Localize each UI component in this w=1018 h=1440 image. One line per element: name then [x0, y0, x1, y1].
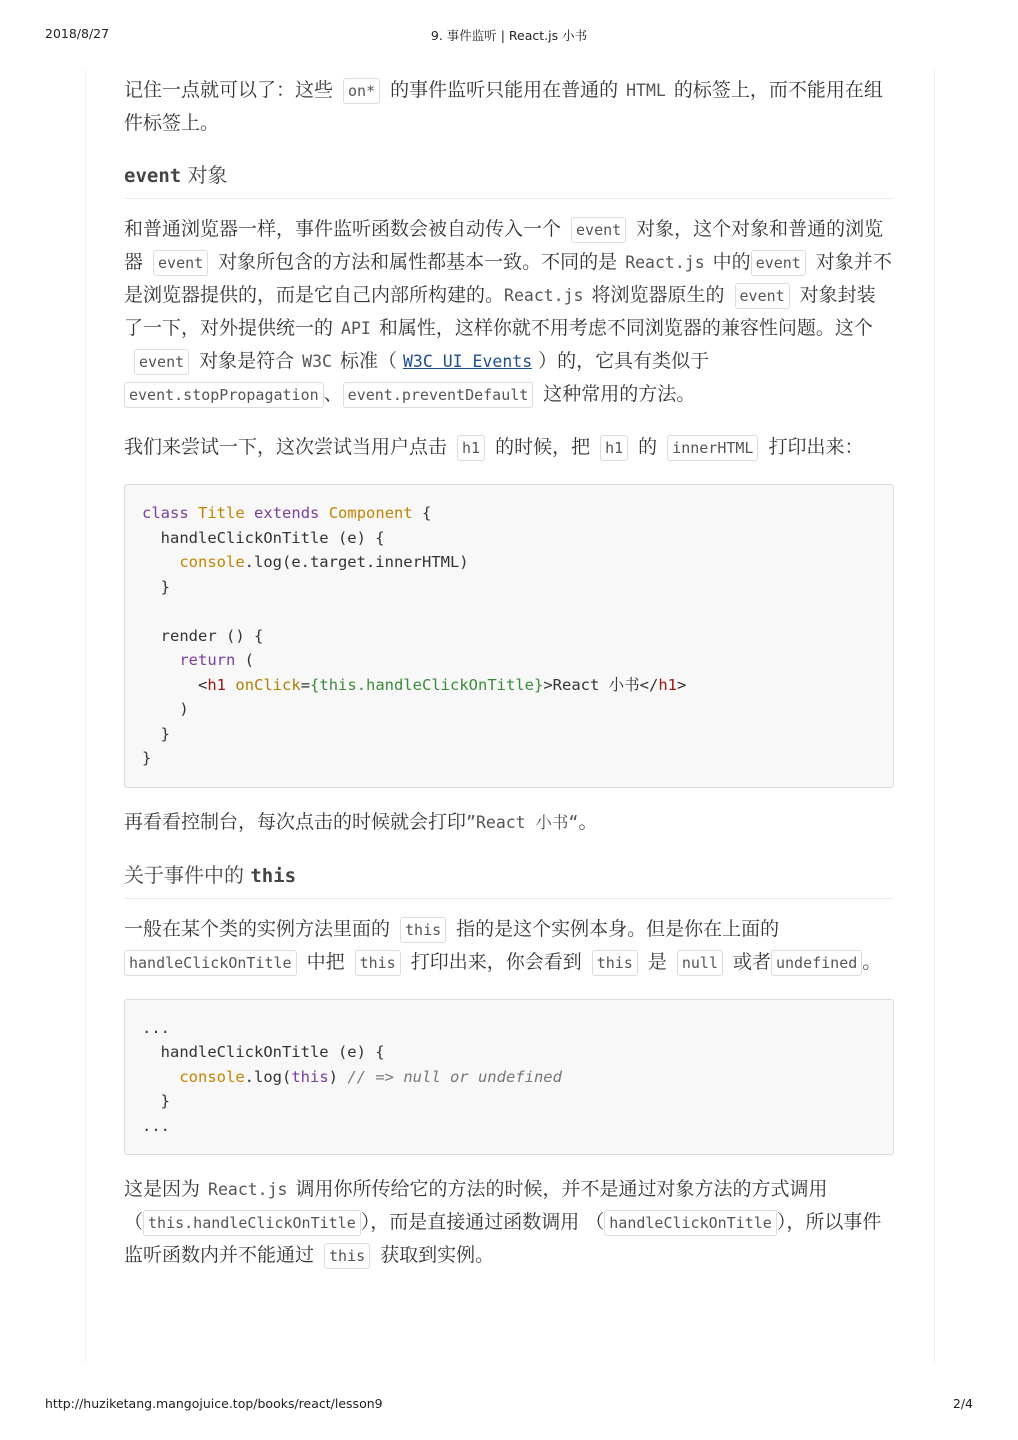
print-header [0, 26, 1018, 48]
heading-this-in-events: 关于事件中的 this [124, 859, 894, 899]
print-date: 2018/8/27 [45, 26, 110, 41]
article-content [124, 74, 894, 1272]
paragraph-try-click: 我们来尝试一下，这次尝试当用户点击 h1 的时候，把 h1 的 innerHTML 打印出来： [124, 431, 894, 464]
paragraph-this-null: 一般在某个类的实例方法里面的 this 指的是这个实例本身。但是你在上面的handleClickOnTitle 中把 this 打印出来，你会看到 this 是 null 或者 undefined 。 [124, 913, 894, 979]
heading-event-object: event 对象 [124, 159, 894, 199]
paragraph-why-this-undefined: 这是因为 React.js 调用你所传给它的方法的时候，并不是通过对象方法的方式调用（ this.handleClickOnTitle ），而是直接通过函数调用 （ handleClickOnTitle ），所以事件监听函数内并不能通过 this 获取到实例。 [124, 1173, 894, 1272]
code-block-title-component: class Title extends Component { handleClickOnTitle (e) { console.log(e.target.innerHTML) } render () { return ( <h1 onClick={this.handleClickOnTitle}>React 小书</h1> ) } } [124, 484, 894, 788]
inline-mono: HTML [626, 81, 666, 100]
paragraph-console-output: 再看看控制台，每次点击的时候就会打印”React 小书“。 [124, 810, 598, 833]
paragraph-on-events: 记住一点就可以了：这些 on* 的事件监听只能用在普通的 HTML 的标签上，而不能用在组件标签上。 [124, 79, 883, 134]
code-block-log-this: ... handleClickOnTitle (e) { console.log(this) // => null or undefined } ... [124, 999, 894, 1156]
page-counter: 2/4 [952, 1396, 973, 1411]
print-footer [0, 1396, 1018, 1418]
inline-code: on* [343, 78, 380, 104]
paragraph-event-object: 和普通浏览器一样，事件监听函数会被自动传入一个 event 对象，这个对象和普通的浏览器 event 对象所包含的方法和属性都基本一致。不同的是 React.js 中的 event 对象并不是浏览器提供的，而是它自己内部所构建的。React.js 将浏览器原生的 event 对象封装了一下，对外提供统一的 API 和属性，这样你就不用考虑不同浏览器的兼容性问题。这个event 对象是符合 W3C 标准（ W3C UI Events ）的，它具有类似于event.stopPropagation 、 event.preventDefault 这种常用的方法。 [124, 213, 894, 411]
print-url: http://huziketang.mangojuice.top/books/react/lesson9 [45, 1396, 383, 1411]
print-page-title: 9. 事件监听 | React.js 小书 [430, 28, 588, 43]
w3c-ui-events-link[interactable]: W3C UI Events [403, 352, 533, 371]
